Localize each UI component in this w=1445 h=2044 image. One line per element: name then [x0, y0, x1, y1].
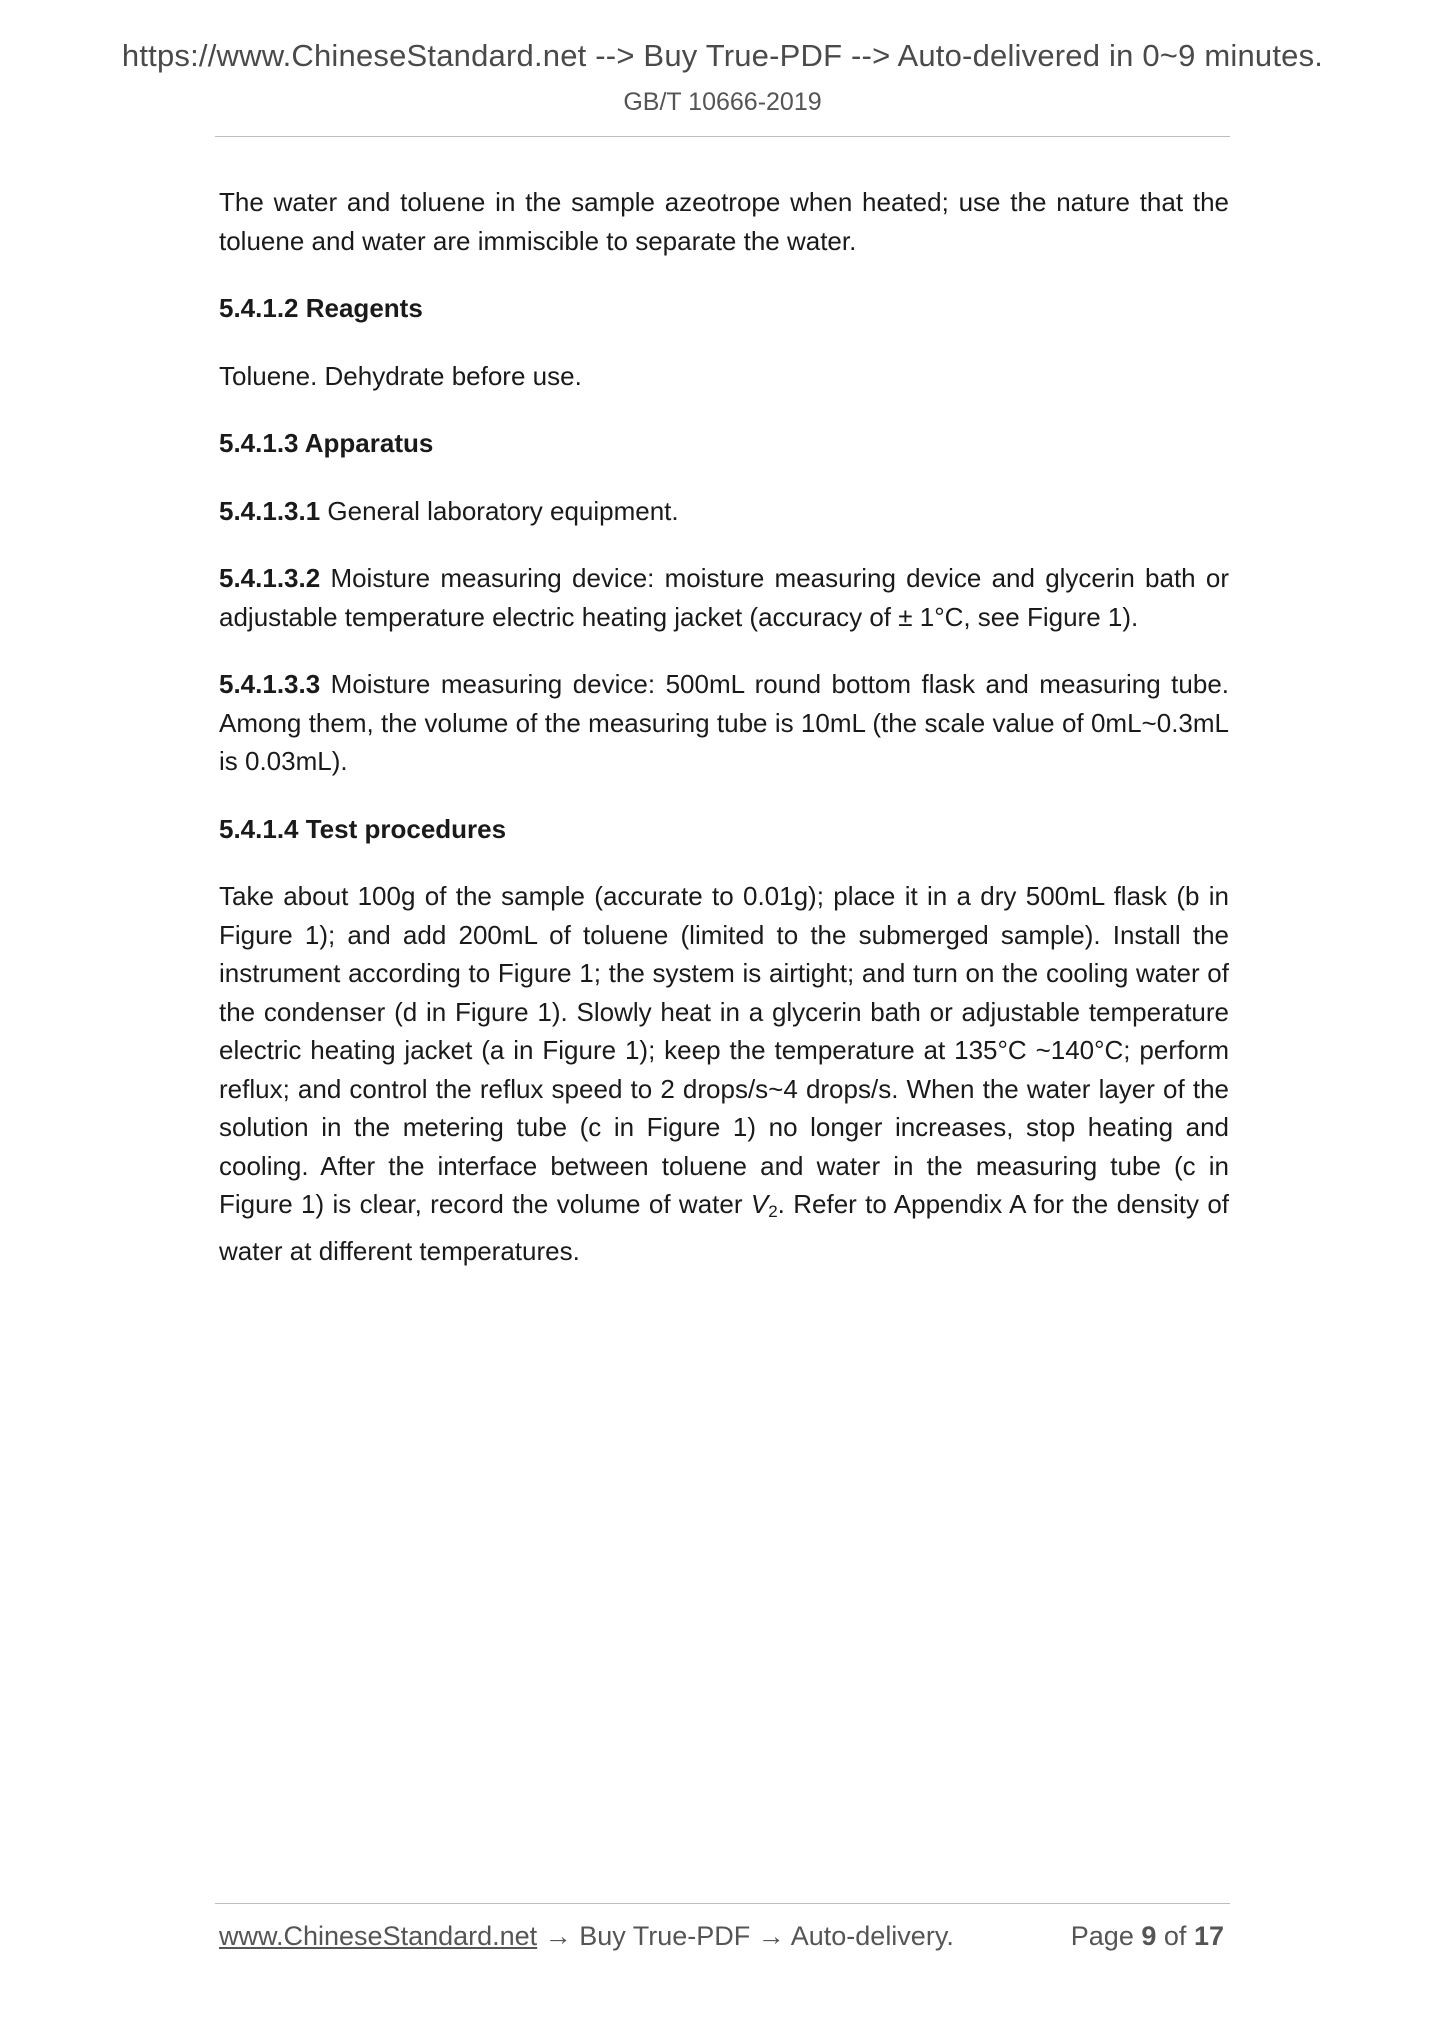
apparatus-heading: 5.4.1.3 Apparatus — [219, 428, 434, 458]
intro-paragraph: The water and toluene in the sample azeotrope when heated; use the nature that the toluene and water are immiscible to separate the water. — [219, 187, 1229, 256]
procedures-paragraph — [219, 877, 1229, 1270]
document-body — [219, 183, 1229, 1270]
clause-number: 5.4.1.3.1 — [219, 495, 321, 526]
apparatus-item-1 — [219, 492, 1229, 531]
apparatus-item-2 — [219, 559, 1229, 636]
clause-text: Moisture measuring device: moisture measuring device and glycerin bath or adjustable temperature electric heating jacket (accuracy of ± 1°C, see Figure 1). — [219, 563, 1229, 632]
apparatus-item-3 — [219, 665, 1229, 781]
procedures-text-end: . Refer to Appendix A for the density of water at different temperatures. — [219, 1189, 1230, 1266]
reagents-heading: 5.4.1.2 Reagents — [219, 293, 423, 323]
procedures-heading: 5.4.1.4 Test procedures — [219, 813, 507, 844]
top-banner: https://www.ChineseStandard.net --> Buy True-PDF --> Auto-delivered in 0~9 minutes. — [121, 38, 1324, 73]
volume-variable: V — [750, 1189, 769, 1219]
footer-left — [219, 1921, 954, 1952]
page-current: 9 — [1141, 1921, 1157, 1951]
volume-subscript: 2 — [768, 1202, 778, 1221]
clause-number: 5.4.1.3.3 — [219, 669, 321, 699]
clause-text: General laboratory equipment. — [320, 495, 679, 526]
footer-tagline: → Buy True-PDF → Auto-delivery. — [537, 1921, 954, 1951]
clause-number: 5.4.1.3.2 — [219, 563, 321, 593]
clause-text: Moisture measuring device: 500mL round bottom flask and measuring tube. Among them, the volume of the measuring tube is 10mL (the scale value of 0mL~0.3mL is 0.03mL). — [219, 669, 1229, 776]
footer-divider — [215, 1903, 1230, 1904]
reagents-paragraph: Toluene. Dehydrate before use. — [219, 360, 582, 391]
standard-code: GB/T 10666-2019 — [623, 88, 822, 116]
page-indicator — [1071, 1921, 1224, 1952]
header-divider — [215, 136, 1230, 137]
page-label: Page — [1070, 1921, 1134, 1951]
procedures-text: Take about 100g of the sample (accurate to 0.01g); place it in a dry 500mL flask (b in Figure 1); and add 200mL of toluene (limited to the submerged sample). Install the instrument according to Figure 1; the system is airtight; and turn on the cooling water of the condenser (d in Figure 1). Slowly heat in a glycerin bath or adjustable temperature electric heating jacket (a in Figure 1); keep the temperature at 135°C ~140°C; perform reflux; and control the reflux speed to 2 drops/s~4 drops/s. When the water layer of the solution in the metering tube (c in Figure 1) no longer increases, stop heating and cooling. After the interface between toluene and water in the measuring tube (c in Figure 1) is clear, record the volume of water — [219, 881, 1229, 1219]
page-of: of — [1163, 1921, 1187, 1951]
site-link[interactable]: www.ChineseStandard.net — [219, 1921, 538, 1951]
page-total: 17 — [1193, 1921, 1224, 1951]
